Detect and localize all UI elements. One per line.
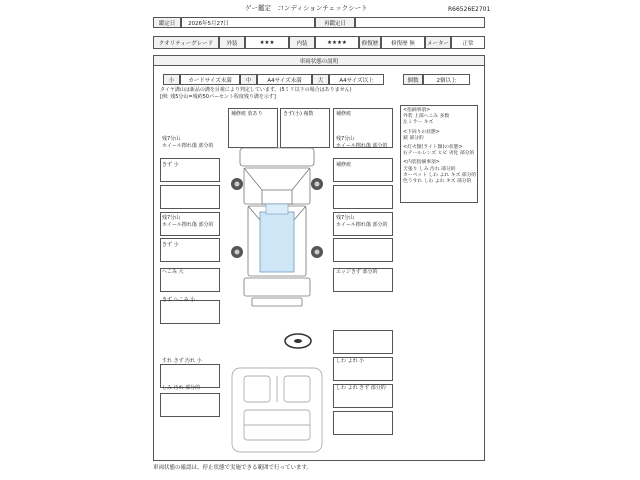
car-exterior-diagram bbox=[222, 140, 332, 310]
exterior-label: 外装 bbox=[219, 36, 245, 49]
label-rear-left-tire: 残7分山 ホイール擦れ傷 部分的 bbox=[162, 215, 214, 228]
note-box bbox=[333, 330, 393, 354]
remarks-line: 錆 部分的 bbox=[403, 135, 424, 141]
note-box bbox=[160, 185, 220, 209]
remarks-line: 色うすれ しわ よれ キズ 部分的 bbox=[403, 179, 472, 185]
note-box bbox=[333, 411, 393, 435]
section-title: 車両状態の説明 bbox=[153, 55, 485, 66]
document-number: R66526E2701 bbox=[448, 6, 491, 13]
legend-small-desc: カードサイズ未満 bbox=[180, 74, 240, 85]
repair-value: 修復歴 無 bbox=[381, 36, 425, 49]
note-box bbox=[160, 393, 220, 417]
remarks-line: 天張り しみ 汚れ 部分的 bbox=[403, 166, 456, 172]
sheet-title: ゲー鑑定 コンディションチェックシート bbox=[245, 4, 368, 12]
label-left-dent: へこみ 大 bbox=[162, 269, 184, 275]
remarks-text bbox=[403, 108, 476, 185]
label-interior-right-2: しわ よれ きず 部分的 bbox=[336, 385, 386, 391]
date-value: 2026年5月27日 bbox=[181, 17, 315, 28]
label-left-scratch-2: きず 小 bbox=[162, 242, 179, 248]
label-top-mid: きず(小) 複数 bbox=[283, 111, 314, 117]
repair-label: 修復歴 bbox=[359, 36, 381, 49]
recheck-value bbox=[355, 17, 485, 28]
remarks-heading-exterior: <指摘事項> bbox=[403, 108, 431, 113]
remarks-heading-lights: <灯火類(ライト類)の状態> bbox=[403, 145, 463, 151]
tire-note: タイヤ溝山は新品の溝を目視により判定しています。(5ミリ以下の場合はありません) bbox=[160, 87, 352, 93]
interior-grade: ★★★★ bbox=[315, 36, 359, 49]
legend-count-desc: 2個以上 bbox=[423, 74, 470, 85]
quality-grade-label: クオリティーグレード bbox=[153, 36, 219, 49]
label-interior-left-1: すれ きず 汚れ 小 bbox=[162, 358, 202, 364]
remarks-heading-underbody: <下回りの状態> bbox=[403, 129, 440, 135]
label-right-repair: 補修痕 bbox=[336, 162, 352, 168]
steering-wheel-icon bbox=[283, 332, 313, 350]
label-left-dent-2: きず へこみ 小 bbox=[162, 297, 196, 303]
remarks-heading-interior: <内装指摘事項> bbox=[403, 160, 440, 166]
label-left-scratch: きず 小 bbox=[162, 162, 179, 168]
remarks-line: 左ミラー キズ bbox=[403, 120, 434, 126]
legend-small: 小 bbox=[163, 74, 180, 85]
label-interior-right-1: しわ よれ 小 bbox=[336, 358, 365, 364]
label-rear-right-tire: 残7分山 ホイール擦れ傷 部分的 bbox=[336, 215, 388, 228]
label-interior-left-2: しみ 汚れ 部分的 bbox=[162, 385, 201, 391]
date-label: 鑑定日 bbox=[153, 17, 181, 28]
legend-large: 大 bbox=[312, 74, 329, 85]
note-box bbox=[333, 185, 393, 209]
meter-label: メーター bbox=[425, 36, 451, 49]
legend-large-desc: A4サイズ以上 bbox=[329, 74, 384, 85]
label-front-left-tire: 残7分山 ホイール擦れ傷 部分的 bbox=[162, 136, 214, 149]
note-box bbox=[333, 238, 393, 262]
remarks-line: 外装 上部へこみ 多数 bbox=[403, 114, 450, 120]
recheck-label: 再鑑定日 bbox=[315, 17, 355, 28]
remarks-line: カーペット しわ よれ キズ 部分的 bbox=[403, 172, 477, 178]
legend-count: 個数 bbox=[403, 74, 423, 85]
tire-note-example: [例: 残5分山=残約50パーセント程度残り溝を示す] bbox=[160, 94, 276, 100]
label-front-right-tire: 残7分山 ホイール擦れ傷 部分的 bbox=[336, 136, 388, 149]
car-interior-diagram bbox=[222, 360, 332, 460]
interior-label: 内装 bbox=[289, 36, 315, 49]
label-top-left: 補修痕 放あり bbox=[231, 111, 263, 117]
meter-value: 正常 bbox=[451, 36, 485, 49]
legend-medium-desc: A4サイズ未満 bbox=[257, 74, 312, 85]
label-right-edge: エッジきず 部分的 bbox=[336, 269, 378, 275]
label-top-right: 補修痕 bbox=[336, 111, 352, 117]
remarks-line: 右テールレンズ ヒビ 劣化 部分的 bbox=[403, 151, 475, 157]
exterior-grade: ★★★ bbox=[245, 36, 289, 49]
legend-medium: 中 bbox=[240, 74, 257, 85]
note-box bbox=[160, 300, 220, 324]
footer-note: 車両状態の確認は、停止状態で実施できる範囲で行っています。 bbox=[153, 465, 313, 471]
